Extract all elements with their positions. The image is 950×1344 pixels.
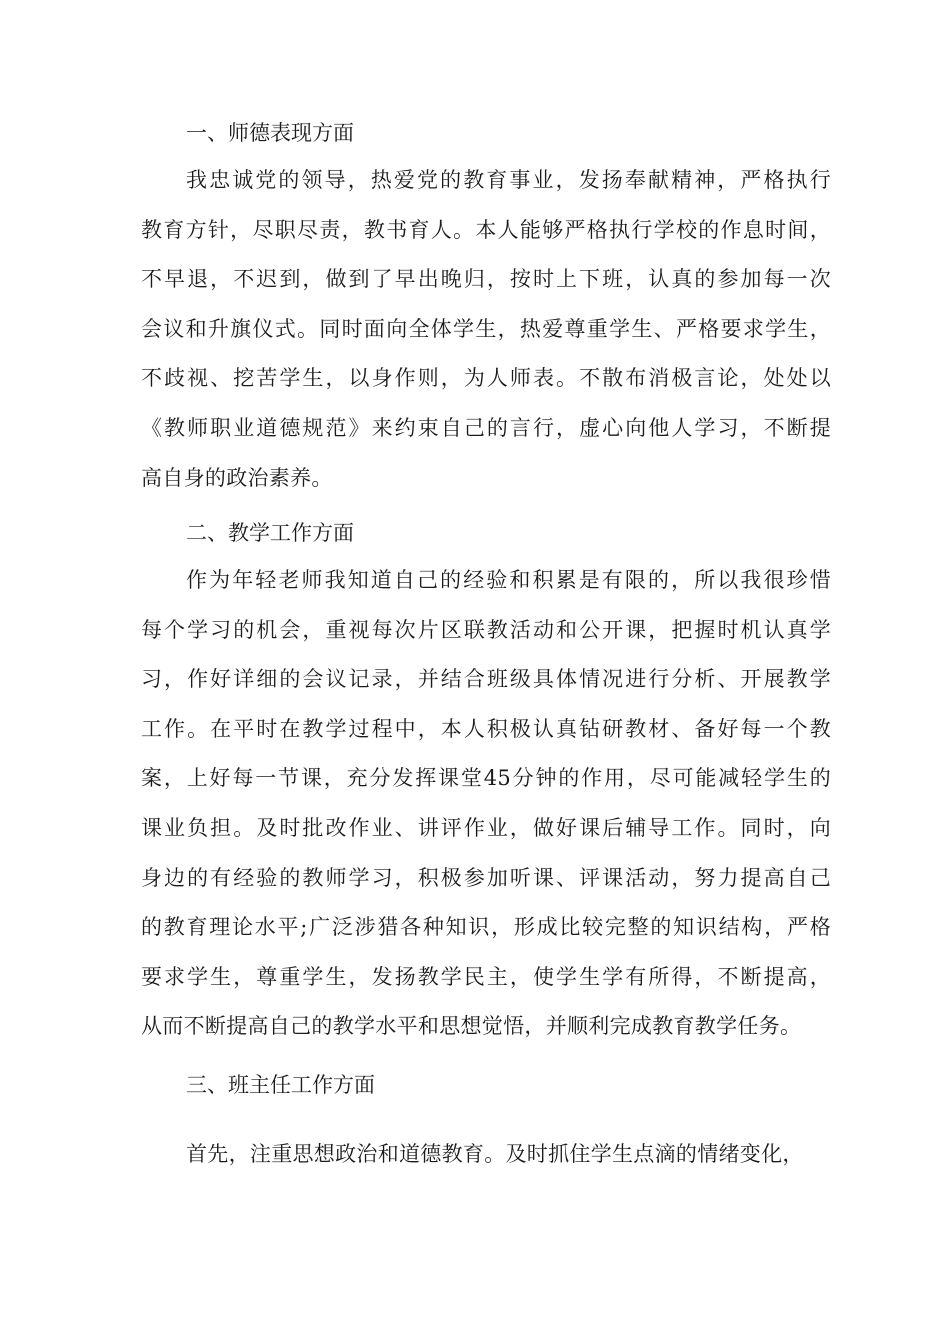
paragraph-line: 课业负担。及时批改作业、讲评作业，做好课后辅导工作。同时，向 bbox=[141, 815, 831, 840]
section-3-paragraph bbox=[141, 1130, 831, 1180]
section-heading-1: 一、师德表现方面 bbox=[186, 121, 354, 145]
paragraph-line: 首先，注重思想政治和道德教育。及时抓住学生点滴的情绪变化， bbox=[186, 1142, 804, 1166]
paragraph-line: 案，上好每一节课，充分发挥课堂45分钟的作用，尽可能减轻学生的 bbox=[141, 766, 831, 791]
paragraph-line: 高自身的政治素养。 bbox=[141, 465, 333, 490]
paragraph-line: 会议和升旗仪式。同时面向全体学生，热爱尊重学生、严格要求学生， bbox=[141, 316, 831, 341]
paragraph-line: 的教育理论水平;广泛涉猎各种知识，形成比较完整的知识结构，严格 bbox=[141, 915, 831, 940]
paragraph-line: 《教师职业道德规范》来约束自己的言行，虚心向他人学习，不断提 bbox=[141, 415, 831, 440]
paragraph-line: 身边的有经验的教师学习，积极参加听课、评课活动，努力提高自己 bbox=[141, 865, 831, 890]
paragraph-line: 工作。在平时在教学过程中，本人积极认真钻研教材、备好每一个教 bbox=[141, 716, 831, 741]
section-heading-2: 二、教学工作方面 bbox=[186, 521, 354, 545]
paragraph-line: 不歧视、挖苦学生，以身作则，为人师表。不散布消极言论，处处以 bbox=[141, 366, 831, 391]
paragraph-line: 习，作好详细的会议记录，并结合班级具体情况进行分析、开展教学 bbox=[141, 667, 831, 692]
paragraph-line: 我忠诚党的领导，热爱党的教育事业，发扬奉献精神，严格执行 bbox=[186, 168, 831, 192]
section-2-paragraph bbox=[141, 556, 831, 1052]
paragraph-line: 从而不断提高自己的教学水平和思想觉悟，并顺利完成教育教学任务。 bbox=[141, 1014, 802, 1039]
paragraph-line: 不早退，不迟到，做到了早出晚归，按时上下班，认真的参加每一次 bbox=[141, 267, 831, 292]
section-1-paragraph bbox=[141, 156, 831, 503]
paragraph-line: 每个学习的机会，重视每次片区联教活动和公开课，把握时机认真学 bbox=[141, 617, 831, 642]
paragraph-line: 教育方针，尽职尽责，教书育人。本人能够严格执行学校的作息时间， bbox=[141, 217, 831, 242]
paragraph-line: 要求学生，尊重学生，发扬教学民主，使学生学有所得，不断提高， bbox=[141, 964, 831, 989]
section-heading-3: 三、班主任工作方面 bbox=[186, 1073, 375, 1097]
paragraph-line: 作为年轻老师我知道自己的经验和积累是有限的，所以我很珍惜 bbox=[186, 568, 831, 592]
